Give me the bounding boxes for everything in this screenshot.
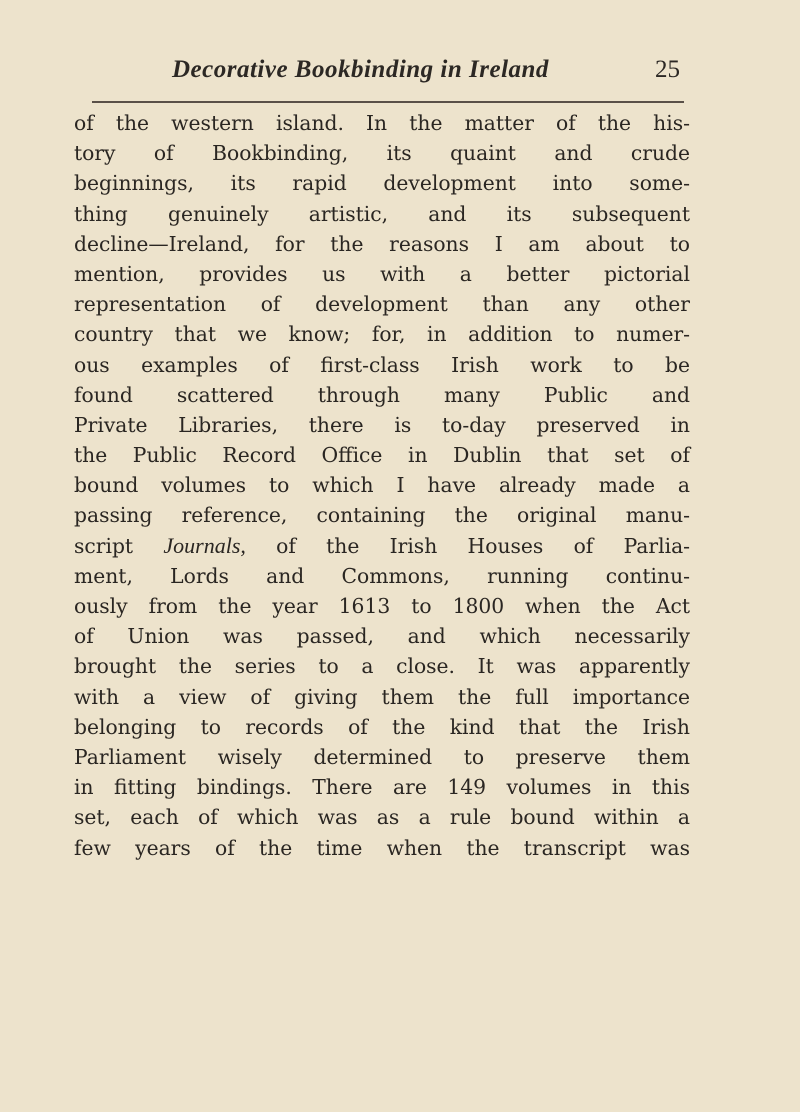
running-title: Decorative Bookbinding in Ireland	[172, 56, 549, 83]
text-line: passing reference, containing the original manu-	[74, 503, 690, 528]
text-line: bound volumes to which I have already made a	[74, 473, 690, 498]
italic-term-journals: Journals,	[163, 532, 246, 558]
text-line: ment, Lords and Commons, running continu-	[74, 563, 690, 588]
text-line: ously from the year 1613 to 1800 when the Act	[74, 594, 690, 618]
running-head	[88, 56, 688, 96]
line-segment: of the Irish Houses of Parlia-	[276, 533, 691, 558]
page-number: 25	[655, 56, 680, 83]
text-line: country that we know; for, in addition to numer-	[74, 322, 690, 347]
text-line: Private Libraries, there is to-day preserved in	[74, 412, 690, 437]
text-line: few years of the time when the transcript was	[74, 835, 690, 860]
text-line: beginnings, its rapid development into some-	[74, 171, 690, 196]
text-line: mention, provides us with a better pictorial	[74, 261, 690, 286]
text-line: decline—Ireland, for the reasons I am about to	[74, 231, 690, 256]
text-line: brought the series to a close. It was apparently	[74, 654, 690, 679]
text-line: found scattered through many Public and	[74, 382, 690, 407]
text-line: of Union was passed, and which necessarily	[74, 624, 690, 649]
text-line: with a view of giving them the full importance	[74, 684, 690, 709]
body-text	[74, 108, 690, 863]
text-line: tory of Bookbinding, its quaint and crude	[74, 141, 690, 166]
text-line: of the western island. In the matter of the his-	[74, 111, 690, 135]
line-segment: script	[74, 533, 134, 558]
text-line: belonging to records of the kind that the Irish	[74, 714, 690, 739]
header-rule	[92, 101, 684, 103]
text-line: the Public Record Office in Dublin that set of	[74, 443, 690, 468]
text-line: thing genuinely artistic, and its subsequent	[74, 201, 690, 226]
text-line: set, each of which was as a rule bound within a	[74, 805, 690, 830]
text-line: in fitting bindings. There are 149 volumes in this	[74, 775, 690, 800]
text-line: ous examples of first-class Irish work to be	[74, 352, 690, 377]
text-line-with-italic	[74, 531, 690, 561]
text-line: Parliament wisely determined to preserve them	[74, 744, 690, 769]
text-line: representation of development than any other	[74, 292, 690, 317]
